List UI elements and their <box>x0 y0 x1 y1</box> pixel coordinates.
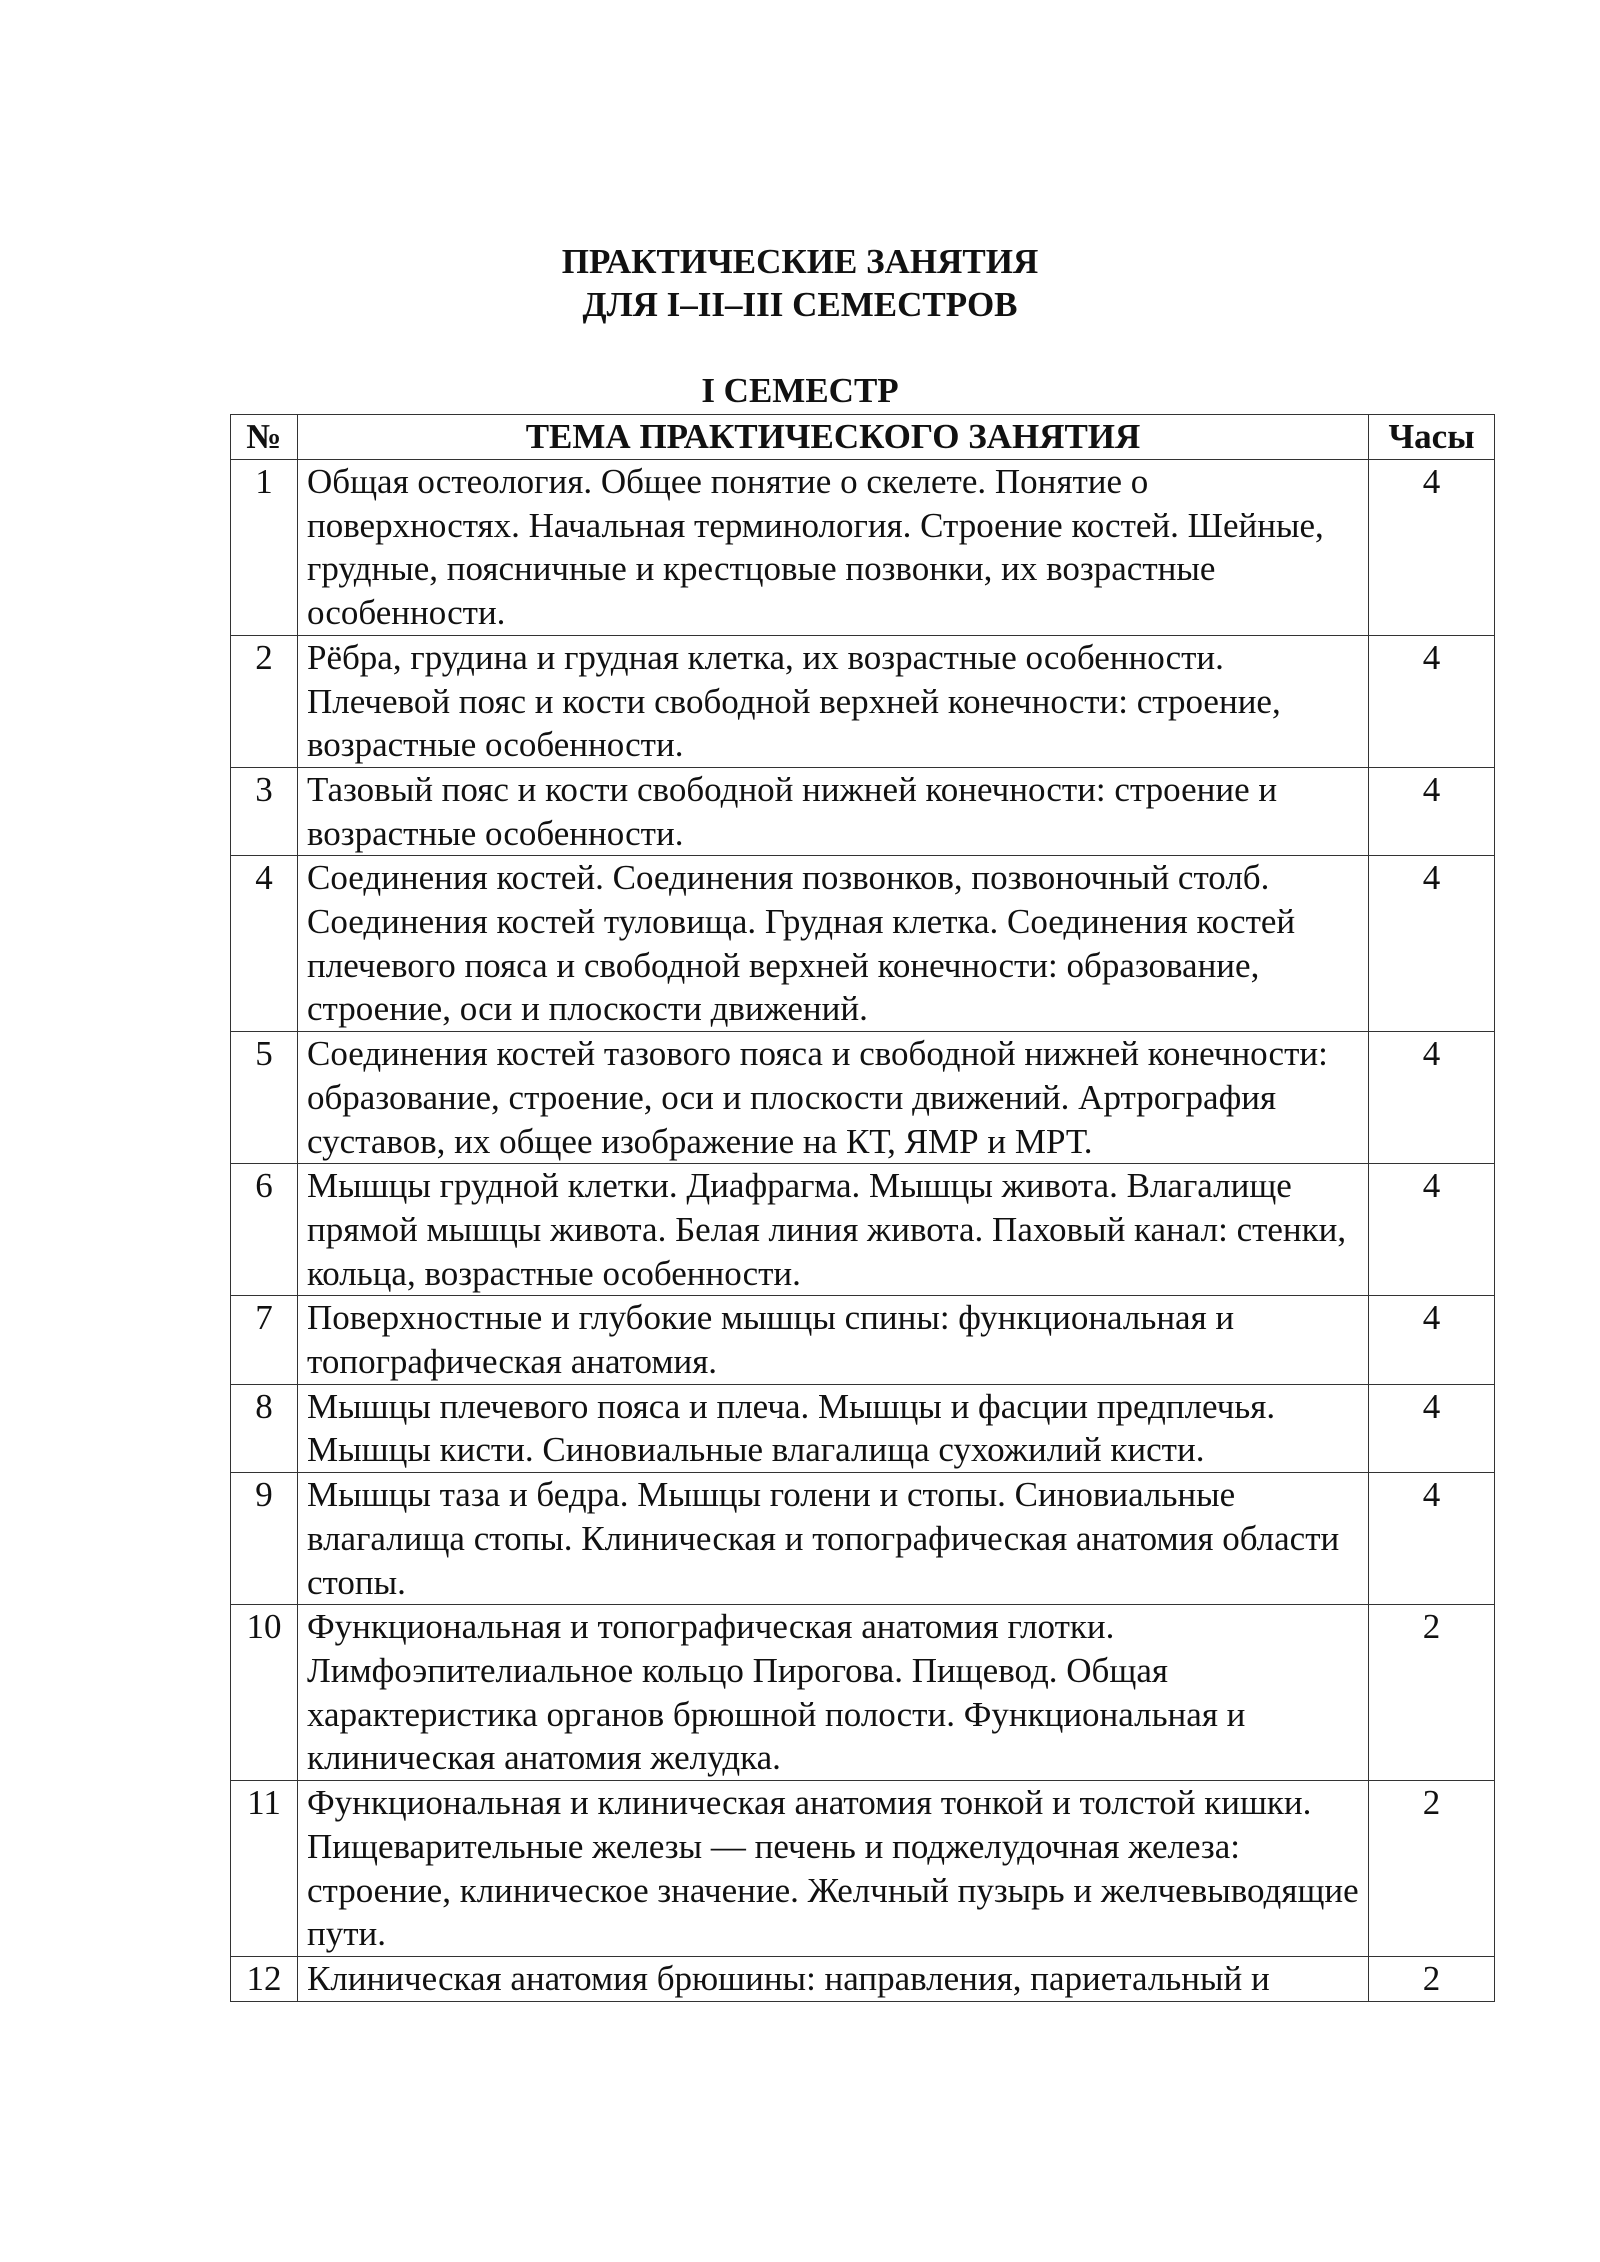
row-hours: 4 <box>1369 635 1495 767</box>
row-hours: 4 <box>1369 460 1495 636</box>
row-topic: Поверхностные и глубокие мышцы спины: функциональная и топографическая анатомия. <box>298 1296 1369 1384</box>
row-topic: Тазовый пояс и кости свободной нижней конечности: строение и возрастные особенности. <box>298 767 1369 855</box>
row-number: 1 <box>231 460 298 636</box>
row-hours: 4 <box>1369 1164 1495 1296</box>
row-number: 6 <box>231 1164 298 1296</box>
row-hours: 4 <box>1369 1296 1495 1384</box>
table-row <box>231 1781 1495 1957</box>
row-hours: 4 <box>1369 1032 1495 1164</box>
row-hours: 4 <box>1369 1384 1495 1472</box>
row-number: 9 <box>231 1473 298 1605</box>
row-number: 5 <box>231 1032 298 1164</box>
row-number: 7 <box>231 1296 298 1384</box>
row-topic: Мышцы грудной клетки. Диафрагма. Мышцы живота. Влагалище прямой мышцы живота. Белая линия живота. Паховый канал: стенки, кольца, возрастные особенности. <box>298 1164 1369 1296</box>
row-number: 3 <box>231 767 298 855</box>
table-header-row <box>231 415 1495 460</box>
row-topic: Мышцы таза и бедра. Мышцы голени и стопы. Синовиальные влагалища стопы. Клиническая и топографическая анатомия области стопы. <box>298 1473 1369 1605</box>
row-hours: 4 <box>1369 767 1495 855</box>
row-hours: 2 <box>1369 1956 1495 2001</box>
row-topic: Соединения костей. Соединения позвонков, позвоночный столб. Соединения костей туловища. Грудная клетка. Соединения костей плечевого пояса и свободной верхней конечности: образование, строение, оси и плоскости движений. <box>298 856 1369 1032</box>
row-topic: Клиническая анатомия брюшины: направления, париетальный и <box>298 1956 1369 2001</box>
row-number: 11 <box>231 1781 298 1957</box>
row-topic: Функциональная и клиническая анатомия тонкой и толстой кишки. Пищеварительные железы — печень и поджелудочная железа: строение, клиническое значение. Желчный пузырь и желчевыводящие пути. <box>298 1781 1369 1957</box>
row-topic: Соединения костей тазового пояса и свободной нижней конечности: образование, строение, оси и плоскости движений. Артрография суставов, их общее изображение на КТ, ЯМР и МРТ. <box>298 1032 1369 1164</box>
table-row <box>231 1605 1495 1781</box>
table-row <box>231 1384 1495 1472</box>
row-number: 2 <box>231 635 298 767</box>
row-number: 4 <box>231 856 298 1032</box>
row-topic: Рёбра, грудина и грудная клетка, их возрастные особенности. Плечевой пояс и кости свободной верхней конечности: строение, возрастные особенности. <box>298 635 1369 767</box>
table-row <box>231 1032 1495 1164</box>
document-title-line-1: ПРАКТИЧЕСКИЕ ЗАНЯТИЯ <box>561 242 1039 281</box>
row-hours: 4 <box>1369 856 1495 1032</box>
table-row <box>231 856 1495 1032</box>
table-row <box>231 635 1495 767</box>
row-number: 8 <box>231 1384 298 1472</box>
table-row <box>231 1473 1495 1605</box>
document-title-line-2: ДЛЯ I–II–III СЕМЕСТРОВ <box>582 285 1018 324</box>
row-topic: Общая остеология. Общее понятие о скелете. Понятие о поверхностях. Начальная терминология. Строение костей. Шейные, грудные, поясничные и крестцовые позвонки, их возрастные особенности. <box>298 460 1369 636</box>
semester-heading: I СЕМЕСТР <box>701 371 899 410</box>
practical-topics-table <box>230 414 1495 2002</box>
table-row <box>231 767 1495 855</box>
row-number: 12 <box>231 1956 298 2001</box>
table-row <box>231 1164 1495 1296</box>
row-hours: 2 <box>1369 1781 1495 1957</box>
column-header-topic: ТЕМА ПРАКТИЧЕСКОГО ЗАНЯТИЯ <box>298 415 1369 460</box>
row-topic: Мышцы плечевого пояса и плеча. Мышцы и фасции предплечья. Мышцы кисти. Синовиальные влагалища сухожилий кисти. <box>298 1384 1369 1472</box>
table-row <box>231 1296 1495 1384</box>
table-row <box>231 1956 1495 2001</box>
column-header-hours: Часы <box>1369 415 1495 460</box>
row-topic: Функциональная и топографическая анатомия глотки. Лимфоэпителиальное кольцо Пирогова. Пищевод. Общая характеристика органов брюшной полости. Функциональная и клиническая анатомия желудка. <box>298 1605 1369 1781</box>
column-header-number: № <box>231 415 298 460</box>
row-hours: 4 <box>1369 1473 1495 1605</box>
row-hours: 2 <box>1369 1605 1495 1781</box>
table-row <box>231 460 1495 636</box>
row-number: 10 <box>231 1605 298 1781</box>
